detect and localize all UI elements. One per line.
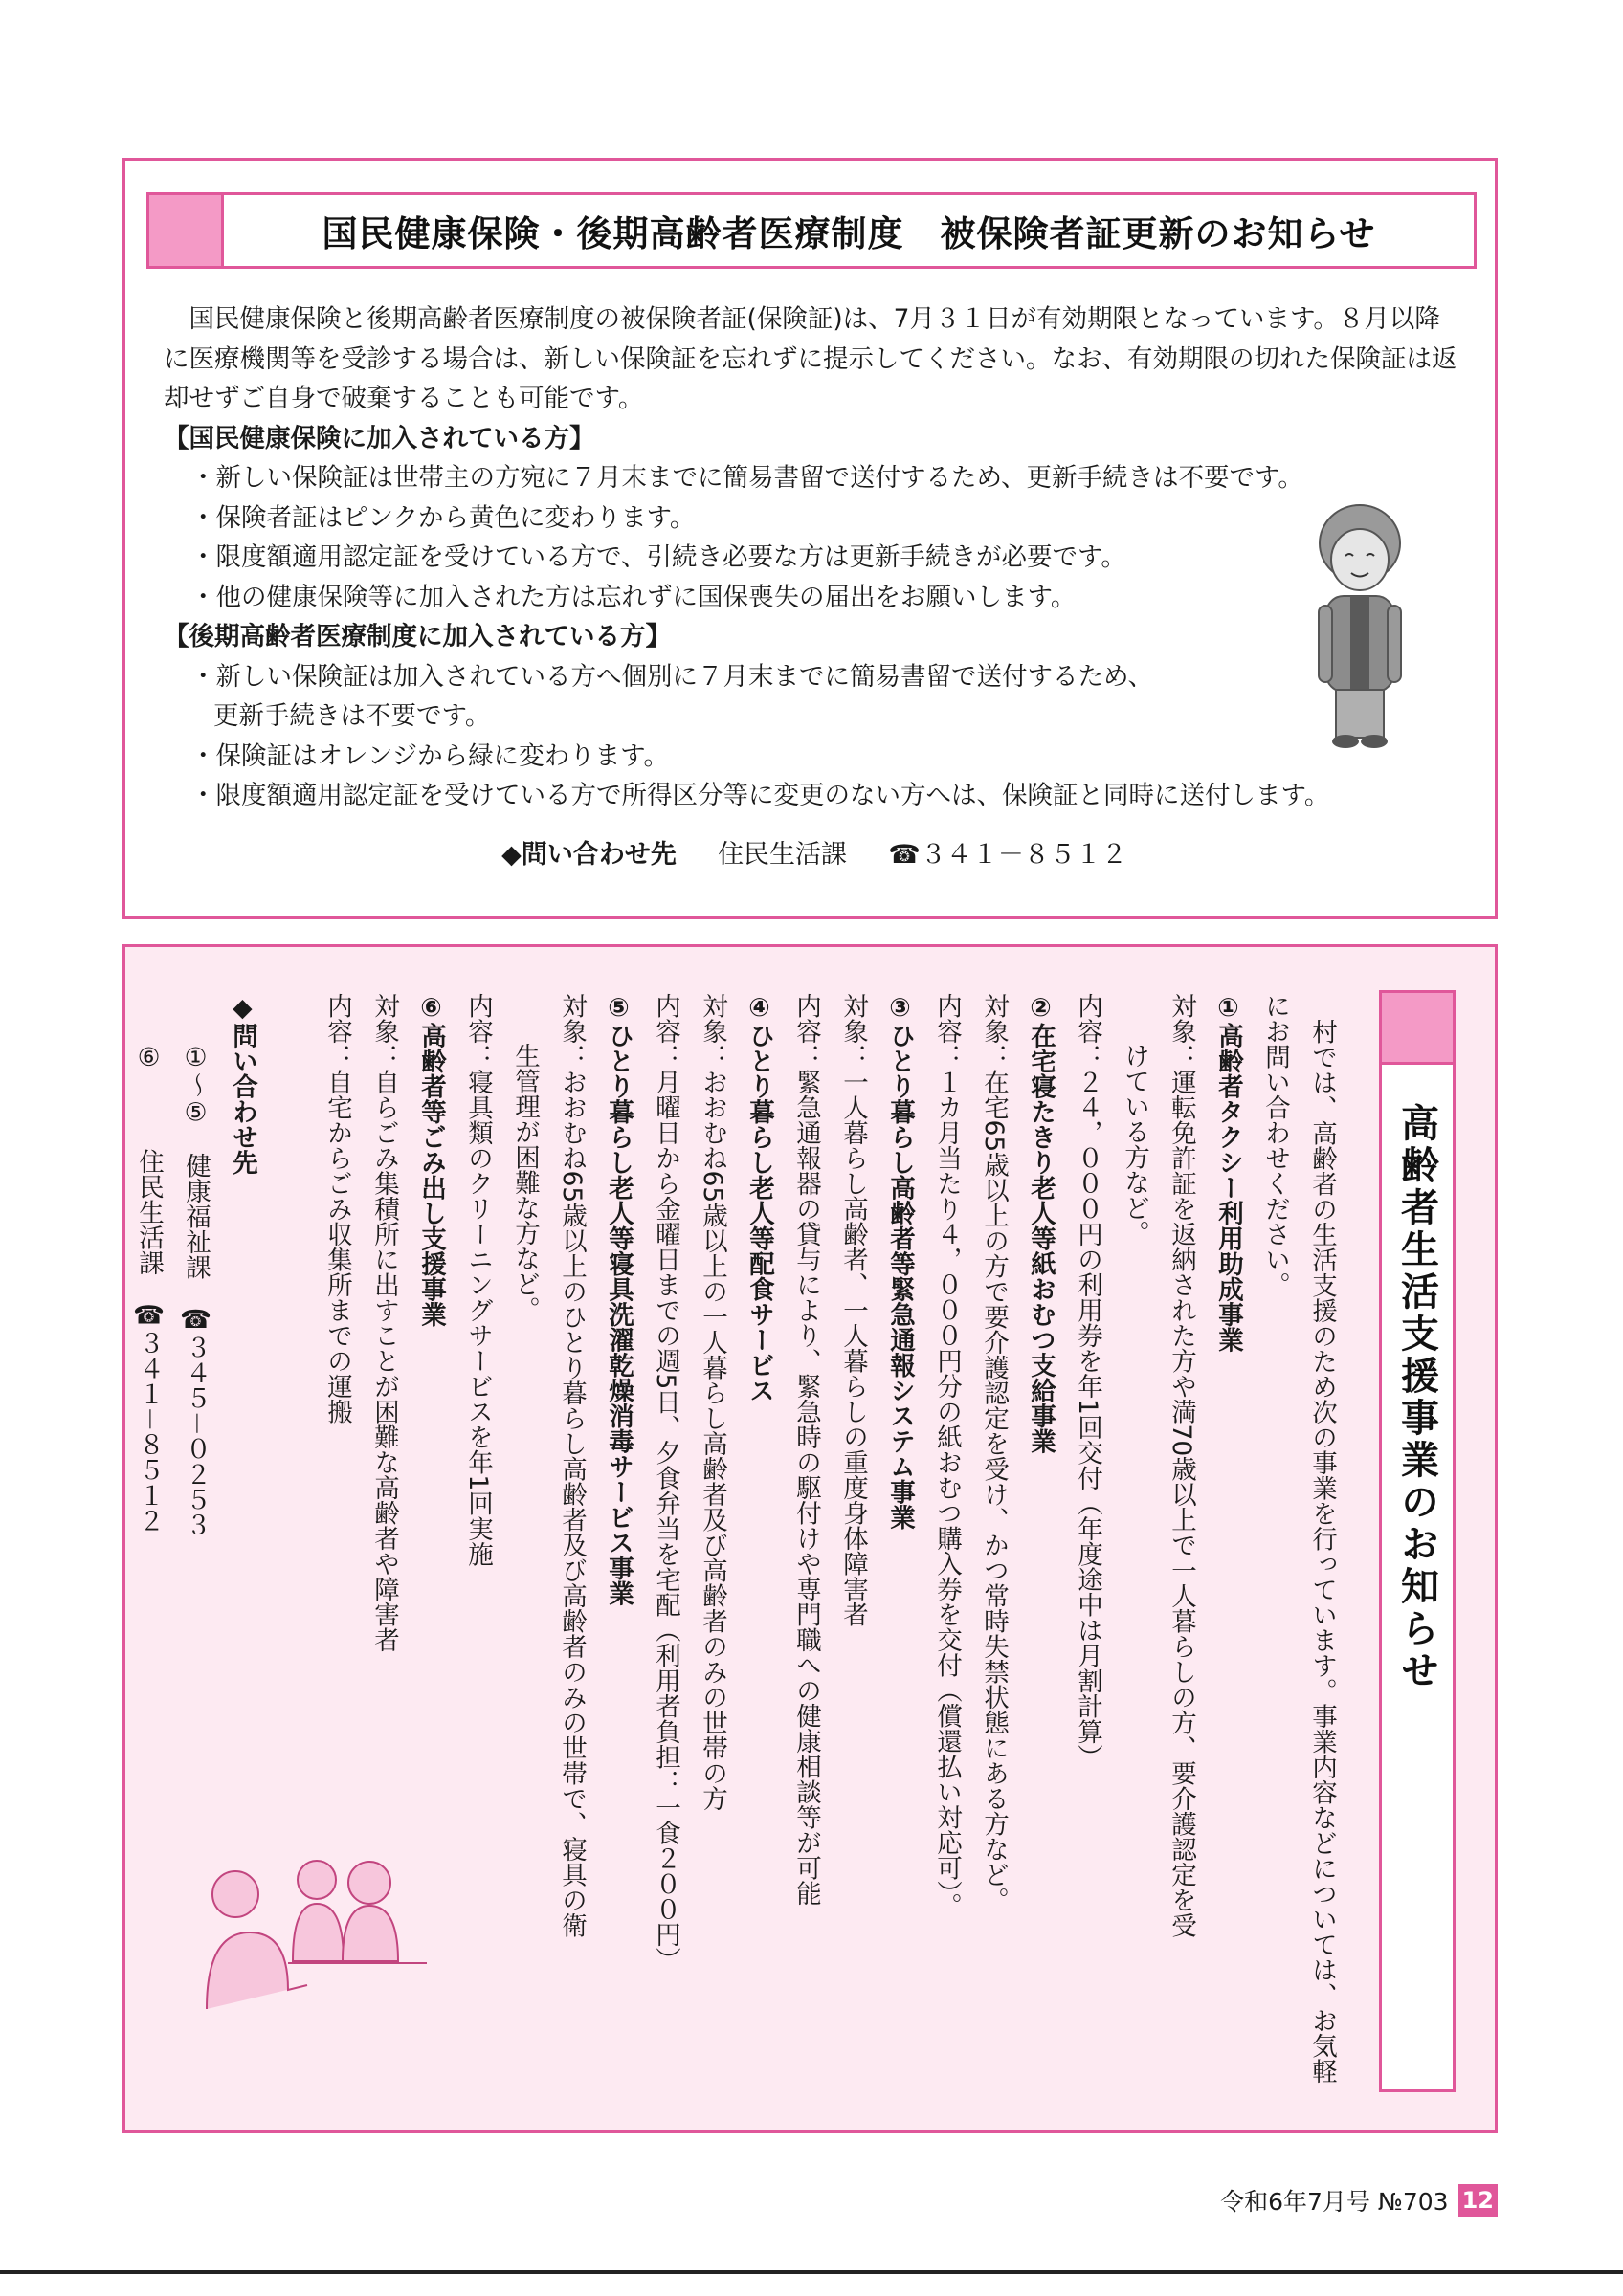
elderly-item: ・新しい保険証は加入されている方へ個別に７月末までに簡易書留で送付するため、	[190, 661, 1153, 692]
nhi-section-heading: 【国民健康保険に加入されている方】	[164, 423, 595, 453]
insurance-notice-body	[164, 299, 1465, 874]
contact-dept: 住民生活課	[718, 839, 848, 870]
service-5-content: 内容：寝具類のクリーニングサービスを年1回実施	[463, 993, 493, 1567]
insurance-notice-title: 国民健康保険・後期高齢者医療制度 被保険者証更新のお知らせ	[322, 213, 1376, 254]
support-contact-2: ⑥ 住民生活課 ☎３４１－８５１２	[134, 1043, 164, 1534]
bottom-rule	[0, 2270, 1623, 2274]
service-1-content: 内容：２４，０００円の利用券を年1回交付（年度途中は月割計算）	[1073, 993, 1102, 1770]
insurance-notice-title-bar	[146, 192, 1477, 269]
elderly-item: ・保険証はオレンジから緑に変わります。	[190, 740, 670, 771]
title-accent-square	[1382, 993, 1453, 1065]
nhi-item: ・限度額適用認定証を受けている方で、引続き必要な方は更新手続きが必要です。	[190, 542, 1126, 572]
service-5-title: ⑤ひとり暮らし老人等寝具洗濯乾燥消毒サービス事業	[604, 993, 634, 1606]
insurance-notice-box	[122, 158, 1498, 919]
support-notice-body	[134, 993, 1345, 2084]
service-2-content: 内容：１カ月当たり４，０００円分の紙おむつ購入券を交付（償還払い対応可）。	[932, 993, 962, 1919]
service-4-target: 対象：おおむね65歳以上の一人暮らし高齢者及び高齢者のみの世帯の方	[698, 993, 727, 1812]
support-contact-label: ◆問い合わせ先	[228, 993, 257, 1175]
service-3-title: ③ひとり暮らし高齢者等緊急通報システム事業	[885, 993, 915, 1530]
support-notice-box	[122, 944, 1498, 2133]
service-6-target: 対象：自らごみ集積所に出すことが困難な高齢者や障害者	[369, 993, 399, 1652]
service-1-target: 対象：運転免許証を返納された方や満70歳以上で一人暮らしの方、要介護認定を受	[1167, 993, 1196, 1938]
elderly-section-heading: 【後期高齢者医療制度に加入されている方】	[164, 622, 671, 651]
contact-phone: ☎３４１－８５１２	[888, 839, 1127, 870]
caregiver-consultation-illustration	[197, 1846, 436, 2019]
insurance-notice-intro: 国民健康保険と後期高齢者医療制度の被保険者証(保険証)は、7月３１日が有効期限となっています。８月以降に医療機関等を受診する場合は、新しい保険証を忘れずに提示してください。なお、有効期限の切れた保険証は返却せずご自身で破棄することも可能です。	[164, 304, 1457, 413]
nhi-item: ・他の健康保険等に加入された方は忘れずに国保喪失の届出をお願いします。	[190, 582, 1077, 612]
page-number: 12	[1458, 2184, 1498, 2217]
contact-label: ◆問い合わせ先	[501, 839, 677, 870]
insurance-contact	[164, 835, 1465, 875]
nhi-item: ・新しい保険証は世帯主の方宛に７月末までに簡易書留で送付するため、更新手続きは不要です。	[190, 463, 1303, 493]
service-3-target: 対象：一人暮らし高齢者、一人暮らしの重度身体障害者	[838, 993, 868, 1627]
support-contact-1: ①～⑤ 健康福祉課 ☎３４５－０２５３	[181, 1043, 211, 1537]
service-1-target-cont: けている方など。	[1120, 1043, 1149, 1246]
issue-label: 令和6年7月号 №703	[1220, 2188, 1449, 2216]
title-accent-square	[149, 195, 224, 266]
service-5-target: 対象：おおむね65歳以上のひとり暮らし高齢者及び高齢者のみの世帯で、寝具の衛	[557, 993, 587, 1938]
elderly-woman-illustration	[1298, 500, 1422, 754]
service-6-content: 内容：自宅からごみ収集所までの運搬	[322, 993, 352, 1424]
service-4-title: ④ひとり暮らし老人等配食サービス	[745, 993, 774, 1403]
support-notice-title-panel	[1379, 990, 1456, 2092]
service-2-title: ②在宅寝たきり老人等紙おむつ支給事業	[1026, 993, 1056, 1454]
support-notice-title: 高齢者生活支援事業のお知らせ	[1394, 1103, 1439, 1692]
service-1-title: ①高齢者タクシー利用助成事業	[1213, 993, 1243, 1353]
service-5-target-cont: 生管理が困難な方など。	[510, 1043, 540, 1322]
service-3-content: 内容：緊急通報器の貸与により、緊急時の駆付けや専門職への健康相談等が可能	[791, 993, 821, 1906]
elderly-item-continued: 更新手続きは不要です。	[213, 701, 491, 731]
elderly-item: ・限度額適用認定証を受けている方で所得区分等に変更のない方へは、保険証と同時に送付します。	[190, 781, 1330, 810]
service-6-title: ⑥高齢者等ごみ出し支援事業	[416, 993, 446, 1327]
service-2-target: 対象：在宅65歳以上の方で要介護認定を受け、かつ常時失禁状態にある方など。	[979, 993, 1009, 1913]
nhi-item: ・保険者証はピンクから黄色に変わります。	[190, 502, 696, 533]
service-4-content: 内容：月曜日から金曜日までの週5日、夕食弁当を宅配（利用者負担：一食２００円）	[651, 993, 680, 1973]
support-intro: 村では、高齢者の生活支援のため次の事業を行っています。事業内容などについては、お気軽にお問い合わせください。	[1260, 993, 1337, 2084]
page-footer	[957, 2184, 1498, 2217]
